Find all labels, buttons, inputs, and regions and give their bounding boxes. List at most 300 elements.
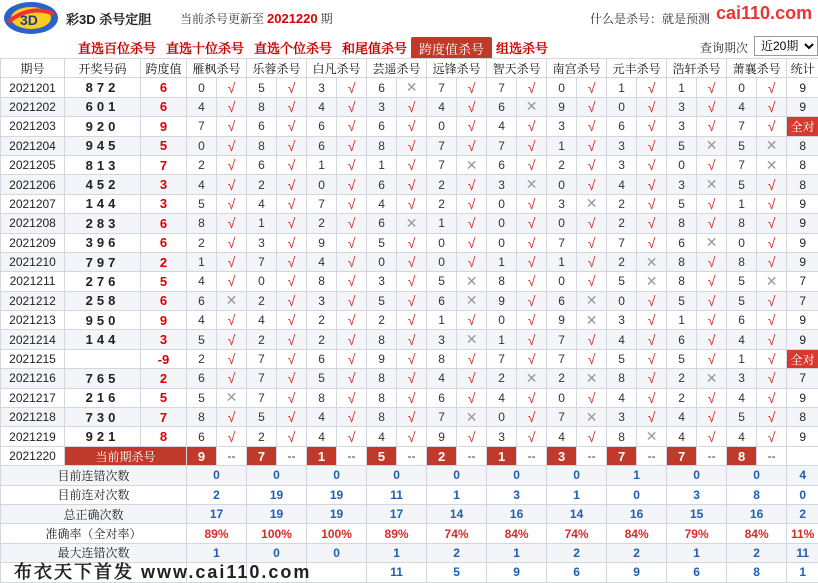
cross-icon: ✕ xyxy=(577,369,607,388)
kill-number: 8 xyxy=(487,272,517,291)
kill-number: 1 xyxy=(727,349,757,368)
row-draw-number: 216 xyxy=(65,388,141,407)
kill-number: 4 xyxy=(427,369,457,388)
kill-number: 5 xyxy=(367,233,397,252)
kill-number: 5 xyxy=(187,388,217,407)
table-row xyxy=(1,330,818,349)
kill-number: 3 xyxy=(487,175,517,194)
kill-number: 7 xyxy=(247,388,277,407)
check-icon: √ xyxy=(457,349,487,368)
row-span-value: 6 xyxy=(141,97,187,116)
check-icon: √ xyxy=(337,427,367,446)
row-stat: 9 xyxy=(787,330,818,349)
row-stat: 全对 xyxy=(787,349,818,368)
kill-number: 0 xyxy=(487,233,517,252)
row-span-value: 6 xyxy=(141,78,187,97)
update-status xyxy=(180,10,333,27)
stats-value: 1 xyxy=(667,543,727,562)
tab-sum-tail-kill[interactable]: 和尾值杀号 xyxy=(342,41,408,56)
kill-number: 7 xyxy=(547,408,577,427)
kill-number: 6 xyxy=(607,117,637,136)
tagline: 什么是杀号：就是预测 xyxy=(590,12,711,26)
check-icon: √ xyxy=(397,97,427,116)
check-icon: √ xyxy=(577,272,607,291)
kill-number: 8 xyxy=(367,136,397,155)
check-icon: √ xyxy=(517,330,547,349)
check-icon: √ xyxy=(457,311,487,330)
stats-value: 0 xyxy=(307,543,367,562)
current-kill-number: 7 xyxy=(607,446,637,465)
kill-number: 0 xyxy=(727,78,757,97)
stats-total: 4 xyxy=(787,466,818,485)
check-icon: √ xyxy=(757,427,787,446)
stats-value: 14 xyxy=(427,504,487,523)
kill-number: 6 xyxy=(547,291,577,310)
kill-number: 6 xyxy=(427,388,457,407)
col-header: 元丰杀号 xyxy=(607,59,667,78)
kill-number: 4 xyxy=(727,97,757,116)
check-icon: √ xyxy=(757,252,787,271)
row-issue: 2021211 xyxy=(1,272,65,291)
kill-number: 3 xyxy=(667,175,697,194)
row-stat: 9 xyxy=(787,311,818,330)
check-icon: √ xyxy=(217,97,247,116)
svg-text:3D: 3D xyxy=(20,12,38,28)
kill-number: 3 xyxy=(307,78,337,97)
header xyxy=(0,0,818,36)
stats-value: 1 xyxy=(427,485,487,504)
row-stat: 全对 xyxy=(787,117,818,136)
row-draw-number: 730 xyxy=(65,408,141,427)
cross-icon: ✕ xyxy=(517,97,547,116)
row-issue: 2021213 xyxy=(1,311,65,330)
kill-number: 5 xyxy=(667,194,697,213)
check-icon: √ xyxy=(397,349,427,368)
check-icon: √ xyxy=(757,175,787,194)
row-span-value: 5 xyxy=(141,136,187,155)
check-icon: √ xyxy=(397,408,427,427)
check-icon: √ xyxy=(337,408,367,427)
kill-number: 7 xyxy=(547,330,577,349)
kill-number: 6 xyxy=(187,427,217,446)
check-icon: √ xyxy=(637,330,667,349)
kill-number: 2 xyxy=(247,330,277,349)
check-icon: √ xyxy=(697,311,727,330)
check-icon: √ xyxy=(457,78,487,97)
row-span-value: 8 xyxy=(141,427,187,446)
stats-value: 19 xyxy=(247,485,307,504)
check-icon: √ xyxy=(217,78,247,97)
check-icon: √ xyxy=(637,311,667,330)
kill-number: 5 xyxy=(307,369,337,388)
kill-number: 3 xyxy=(607,311,637,330)
row-draw-number: 950 xyxy=(65,311,141,330)
kill-number: 6 xyxy=(307,349,337,368)
check-icon: √ xyxy=(337,175,367,194)
stats-value: 19 xyxy=(247,504,307,523)
check-icon: √ xyxy=(637,349,667,368)
cross-icon: ✕ xyxy=(757,136,787,155)
table-row xyxy=(1,194,818,213)
check-icon: √ xyxy=(757,388,787,407)
check-icon: √ xyxy=(277,388,307,407)
current-kill-row xyxy=(1,446,818,465)
check-icon: √ xyxy=(457,427,487,446)
period-select[interactable] xyxy=(754,36,818,56)
row-stat: 8 xyxy=(787,136,818,155)
row-stat: 9 xyxy=(787,252,818,271)
kill-number: 1 xyxy=(487,252,517,271)
row-issue: 2021205 xyxy=(1,155,65,174)
check-icon: √ xyxy=(337,311,367,330)
kill-number: 2 xyxy=(427,194,457,213)
table-row xyxy=(1,272,818,291)
kill-number: 3 xyxy=(607,155,637,174)
kill-number: 8 xyxy=(367,408,397,427)
kill-number: 5 xyxy=(727,291,757,310)
kill-number: 8 xyxy=(247,136,277,155)
check-icon: √ xyxy=(397,175,427,194)
kill-number: 0 xyxy=(487,214,517,233)
col-header: 跨度值 xyxy=(141,59,187,78)
kill-number: 2 xyxy=(607,214,637,233)
stats-label: 总正确次数 xyxy=(1,504,187,523)
kill-number: 3 xyxy=(367,97,397,116)
kill-number: 7 xyxy=(487,136,517,155)
stats-value: 84% xyxy=(727,524,787,543)
kill-number: 7 xyxy=(247,369,277,388)
kill-number: 1 xyxy=(547,136,577,155)
check-icon: √ xyxy=(517,388,547,407)
kill-number: 5 xyxy=(607,272,637,291)
check-icon: √ xyxy=(457,388,487,407)
kill-number: 8 xyxy=(427,349,457,368)
current-kill-number: 2 xyxy=(427,446,457,465)
stats-value: 16 xyxy=(727,504,787,523)
check-icon: √ xyxy=(697,388,727,407)
check-icon: √ xyxy=(217,408,247,427)
cross-icon: ✕ xyxy=(577,408,607,427)
check-icon: √ xyxy=(337,388,367,407)
row-stat: 9 xyxy=(787,233,818,252)
kill-number: 0 xyxy=(187,78,217,97)
kill-number: 4 xyxy=(667,408,697,427)
current-kill-dash: -- xyxy=(337,446,367,465)
stats-value: 2 xyxy=(607,543,667,562)
tab-tens-kill[interactable]: 直选十位杀号 xyxy=(166,41,245,56)
kill-number: 3 xyxy=(307,291,337,310)
update-issue: 2021220 xyxy=(267,11,318,26)
row-span-value: 5 xyxy=(141,272,187,291)
check-icon: √ xyxy=(697,155,727,174)
kill-number: 6 xyxy=(487,97,517,116)
row-draw-number: 921 xyxy=(65,427,141,446)
kill-number: 0 xyxy=(487,194,517,213)
kill-number: 5 xyxy=(667,349,697,368)
row-issue: 2021214 xyxy=(1,330,65,349)
col-header: 远锋杀号 xyxy=(427,59,487,78)
check-icon: √ xyxy=(637,369,667,388)
kill-number: 6 xyxy=(367,214,397,233)
check-icon: √ xyxy=(517,408,547,427)
col-header: 萧襄杀号 xyxy=(727,59,787,78)
check-icon: √ xyxy=(217,233,247,252)
current-kill-dash: -- xyxy=(577,446,607,465)
tab-span-kill[interactable]: 跨度值杀号 xyxy=(411,37,492,60)
table-row xyxy=(1,408,818,427)
tab-hundreds-kill[interactable]: 直选百位杀号 xyxy=(78,41,157,56)
site-logo[interactable]: cai110.com xyxy=(716,3,813,23)
tab-group-kill[interactable]: 组选杀号 xyxy=(496,41,549,56)
kill-number: 8 xyxy=(667,272,697,291)
kill-number: 5 xyxy=(727,272,757,291)
kill-number: 8 xyxy=(247,97,277,116)
kill-number: 2 xyxy=(667,369,697,388)
kill-number: 7 xyxy=(487,349,517,368)
current-kill-dash: -- xyxy=(517,446,547,465)
cross-icon: ✕ xyxy=(517,369,547,388)
kill-number: 5 xyxy=(727,408,757,427)
kill-number: 7 xyxy=(307,194,337,213)
check-icon: √ xyxy=(457,252,487,271)
table-row xyxy=(1,117,818,136)
stats-value: 16 xyxy=(607,504,667,523)
row-stat: 8 xyxy=(787,408,818,427)
cross-icon: ✕ xyxy=(457,291,487,310)
check-icon: √ xyxy=(517,214,547,233)
stats-value: 9 xyxy=(607,563,667,582)
check-icon: √ xyxy=(397,233,427,252)
current-kill-number: 5 xyxy=(367,446,397,465)
row-issue: 2021212 xyxy=(1,291,65,310)
stats-value: 0 xyxy=(547,466,607,485)
stats-value: 2 xyxy=(427,543,487,562)
check-icon: √ xyxy=(277,155,307,174)
kill-number: 7 xyxy=(547,233,577,252)
check-icon: √ xyxy=(697,427,727,446)
row-issue: 2021215 xyxy=(1,349,65,368)
kill-number: 0 xyxy=(367,252,397,271)
check-icon: √ xyxy=(757,97,787,116)
stats-label: 目前连对次数 xyxy=(1,485,187,504)
row-draw-number: 813 xyxy=(65,155,141,174)
check-icon: √ xyxy=(637,233,667,252)
stats-value: 2 xyxy=(187,485,247,504)
stats-value: 84% xyxy=(487,524,547,543)
check-icon: √ xyxy=(637,214,667,233)
stats-value: 89% xyxy=(367,524,427,543)
kill-number: 9 xyxy=(427,427,457,446)
check-icon: √ xyxy=(577,349,607,368)
table-row xyxy=(1,175,818,194)
kill-number: 4 xyxy=(607,388,637,407)
kill-number: 7 xyxy=(607,233,637,252)
check-icon: √ xyxy=(337,349,367,368)
check-icon: √ xyxy=(517,311,547,330)
cross-icon: ✕ xyxy=(577,194,607,213)
stats-value: 89% xyxy=(187,524,247,543)
check-icon: √ xyxy=(577,427,607,446)
stats-value: 0 xyxy=(607,485,667,504)
check-icon: √ xyxy=(697,78,727,97)
check-icon: √ xyxy=(277,175,307,194)
row-issue: 2021216 xyxy=(1,369,65,388)
kill-number: 3 xyxy=(667,117,697,136)
check-icon: √ xyxy=(217,252,247,271)
row-issue: 2021201 xyxy=(1,78,65,97)
stats-value: 1 xyxy=(367,543,427,562)
stats-value: 79% xyxy=(667,524,727,543)
check-icon: √ xyxy=(337,291,367,310)
kill-number: 0 xyxy=(547,272,577,291)
check-icon: √ xyxy=(577,233,607,252)
row-issue: 2021207 xyxy=(1,194,65,213)
kill-number: 3 xyxy=(427,330,457,349)
tab-units-kill[interactable]: 直选个位杀号 xyxy=(254,41,333,56)
kill-number: 1 xyxy=(547,252,577,271)
cross-icon: ✕ xyxy=(397,214,427,233)
check-icon: √ xyxy=(577,117,607,136)
check-icon: √ xyxy=(757,408,787,427)
col-header: 智天杀号 xyxy=(487,59,547,78)
stats-total: 11% xyxy=(787,524,818,543)
kill-number: 8 xyxy=(667,252,697,271)
kill-number: 1 xyxy=(427,311,457,330)
cross-icon: ✕ xyxy=(457,330,487,349)
kill-number: 4 xyxy=(427,97,457,116)
stats-value: 0 xyxy=(247,466,307,485)
check-icon: √ xyxy=(337,272,367,291)
check-icon: √ xyxy=(697,214,727,233)
kill-number: 7 xyxy=(727,117,757,136)
kill-number: 6 xyxy=(187,369,217,388)
check-icon: √ xyxy=(697,97,727,116)
stats-value: 17 xyxy=(367,504,427,523)
check-icon: √ xyxy=(637,78,667,97)
check-icon: √ xyxy=(337,252,367,271)
query-label: 查询期次 xyxy=(700,41,749,55)
stats-value: 6 xyxy=(667,563,727,582)
check-icon: √ xyxy=(397,291,427,310)
check-icon: √ xyxy=(397,311,427,330)
cross-icon: ✕ xyxy=(697,369,727,388)
current-kill-number: 7 xyxy=(247,446,277,465)
row-span-value: 3 xyxy=(141,175,187,194)
kill-number: 0 xyxy=(667,155,697,174)
check-icon: √ xyxy=(757,78,787,97)
check-icon: √ xyxy=(577,330,607,349)
row-span-value: 6 xyxy=(141,291,187,310)
stats-value: 100% xyxy=(307,524,367,543)
kill-number: 4 xyxy=(607,175,637,194)
check-icon: √ xyxy=(697,194,727,213)
kill-number: 1 xyxy=(727,194,757,213)
current-kill-number: 3 xyxy=(547,446,577,465)
check-icon: √ xyxy=(457,117,487,136)
check-icon: √ xyxy=(337,214,367,233)
check-icon: √ xyxy=(277,291,307,310)
col-header: 乐蓉杀号 xyxy=(247,59,307,78)
row-draw-number: 765 xyxy=(65,369,141,388)
stats-value: 1 xyxy=(607,466,667,485)
check-icon: √ xyxy=(577,175,607,194)
stats-row xyxy=(1,524,818,543)
row-issue: 2021203 xyxy=(1,117,65,136)
check-icon: √ xyxy=(757,194,787,213)
check-icon: √ xyxy=(457,175,487,194)
row-issue: 2021210 xyxy=(1,252,65,271)
check-icon: √ xyxy=(757,117,787,136)
kill-number: 4 xyxy=(727,388,757,407)
kill-number: 5 xyxy=(247,408,277,427)
table-header-row xyxy=(1,59,818,78)
check-icon: √ xyxy=(697,252,727,271)
stats-total: 1 xyxy=(787,563,818,582)
check-icon: √ xyxy=(337,136,367,155)
check-icon: √ xyxy=(277,194,307,213)
kill-number: 4 xyxy=(187,272,217,291)
check-icon: √ xyxy=(697,272,727,291)
check-icon: √ xyxy=(217,155,247,174)
kill-number: 7 xyxy=(427,78,457,97)
kill-number: 1 xyxy=(187,252,217,271)
kill-number: 0 xyxy=(487,311,517,330)
check-icon: √ xyxy=(637,194,667,213)
check-icon: √ xyxy=(277,311,307,330)
row-issue: 2021202 xyxy=(1,97,65,116)
kill-number: 4 xyxy=(727,427,757,446)
kill-number: 2 xyxy=(547,369,577,388)
table-row xyxy=(1,291,818,310)
kill-number: 2 xyxy=(247,427,277,446)
kill-number: 5 xyxy=(727,136,757,155)
kill-number: 2 xyxy=(487,369,517,388)
col-header: 统计 xyxy=(787,59,818,78)
table-row xyxy=(1,252,818,271)
kill-number: 2 xyxy=(307,214,337,233)
kill-number: 1 xyxy=(427,214,457,233)
check-icon: √ xyxy=(517,78,547,97)
kill-number: 8 xyxy=(367,369,397,388)
row-stat: 9 xyxy=(787,194,818,213)
kill-number: 5 xyxy=(667,291,697,310)
row-stat: 7 xyxy=(787,272,818,291)
kill-number: 5 xyxy=(187,330,217,349)
row-draw-number: 945 xyxy=(65,136,141,155)
row-draw-number: 283 xyxy=(65,214,141,233)
row-issue: 2021206 xyxy=(1,175,65,194)
check-icon: √ xyxy=(457,136,487,155)
check-icon: √ xyxy=(277,330,307,349)
table-row xyxy=(1,349,818,368)
check-icon: √ xyxy=(577,136,607,155)
kill-number: 4 xyxy=(247,194,277,213)
cross-icon: ✕ xyxy=(217,291,247,310)
row-span-value: 7 xyxy=(141,408,187,427)
current-issue: 2021220 xyxy=(1,446,65,465)
stats-value: 5 xyxy=(427,563,487,582)
kill-number: 4 xyxy=(187,175,217,194)
cross-icon: ✕ xyxy=(637,252,667,271)
check-icon: √ xyxy=(217,349,247,368)
check-icon: √ xyxy=(637,388,667,407)
current-kill-dash: -- xyxy=(457,446,487,465)
kill-number: 3 xyxy=(547,117,577,136)
row-issue: 2021209 xyxy=(1,233,65,252)
check-icon: √ xyxy=(217,330,247,349)
kill-number: 4 xyxy=(487,388,517,407)
kill-number: 8 xyxy=(367,388,397,407)
